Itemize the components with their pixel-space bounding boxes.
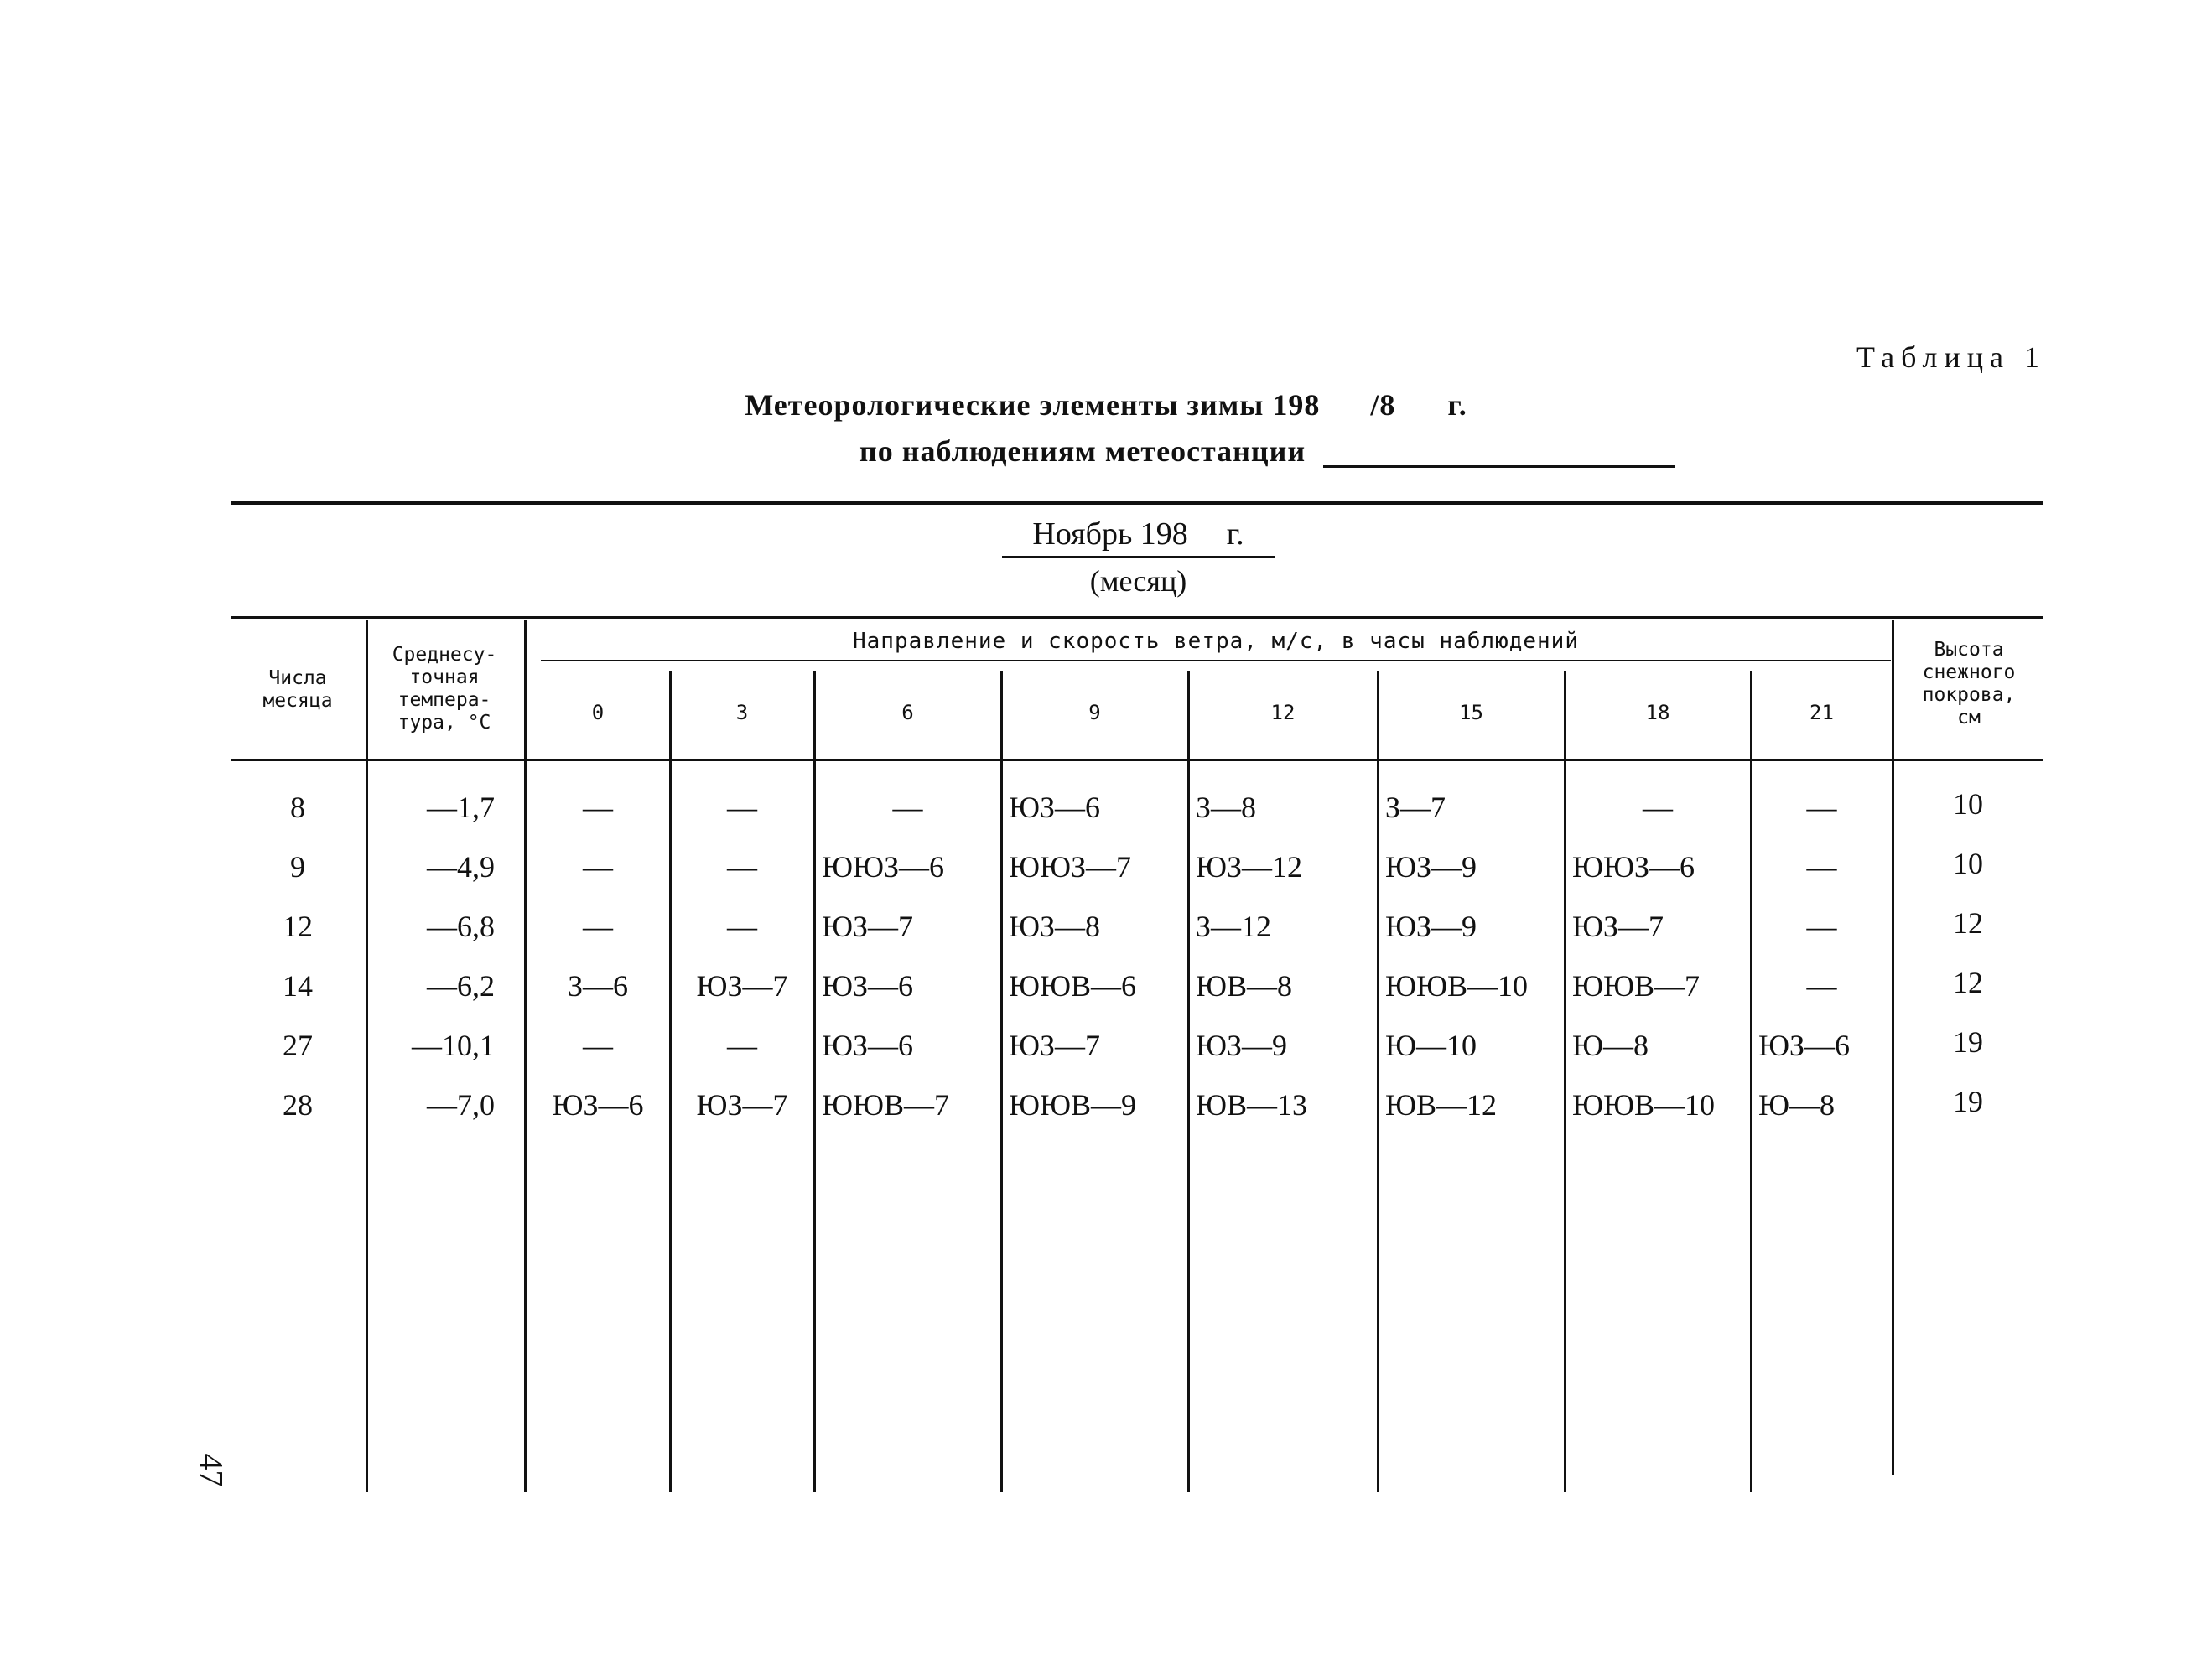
cell-wind: ЮЮЗ—7 — [1009, 850, 1132, 884]
header-top-rule — [231, 616, 2043, 619]
cell-wind: ЮЗ—6 — [1009, 791, 1101, 824]
cell-wind: Ю—8 — [1758, 1088, 1836, 1122]
header-day: Числа месяца — [262, 667, 333, 712]
cell-wind: ЮЗ—7 — [822, 910, 914, 943]
column-divider — [1187, 671, 1190, 1492]
cell-wind: ЮЮВ—7 — [1572, 969, 1701, 1003]
document-title — [0, 387, 2212, 423]
cell-day: 9 — [290, 850, 305, 884]
cell-wind: ЮЗ—6 — [1758, 1029, 1851, 1062]
cell-day: 12 — [283, 910, 313, 943]
cell-temperature: —6,8 — [427, 910, 495, 943]
cell-wind: ЮЗ—9 — [1385, 910, 1477, 943]
cell-wind: ЮЗ—12 — [1196, 850, 1303, 884]
cell-wind: ЮЗ—6 — [822, 1029, 914, 1062]
cell-day: 14 — [283, 969, 313, 1003]
cell-wind: З—12 — [1196, 910, 1272, 943]
header-hour-21: 21 — [1810, 701, 1834, 724]
cell-wind: — — [1806, 791, 1837, 824]
cell-wind: ЮЮЗ—6 — [822, 850, 945, 884]
header-hour-9: 9 — [1088, 701, 1101, 724]
cell-wind: ЮЗ—6 — [822, 969, 914, 1003]
cell-wind: З—8 — [1196, 791, 1257, 824]
column-divider — [524, 620, 527, 1492]
month-caption: (месяц) — [1089, 564, 1187, 598]
cell-wind: — — [892, 791, 923, 824]
title-end: г. — [1447, 388, 1467, 422]
cell-wind: ЮЮВ—6 — [1009, 969, 1137, 1003]
column-divider — [813, 671, 816, 1492]
header-wind: Направление и скорость ветра, м/с, в часы наблюдений — [853, 629, 1579, 654]
cell-wind: ЮЗ—7 — [1572, 910, 1664, 943]
header-hour-12: 12 — [1270, 701, 1296, 724]
cell-wind: — — [583, 910, 613, 943]
cell-wind: Ю—10 — [1385, 1029, 1477, 1062]
cell-wind: ЮЗ—8 — [1009, 910, 1101, 943]
cell-snow: 19 — [1953, 1085, 1983, 1118]
wind-header-rule — [541, 660, 1891, 661]
header-hour-0: 0 — [591, 701, 605, 724]
document-subtitle: по наблюдениям метеостанции — [859, 434, 1306, 468]
cell-wind: — — [727, 910, 757, 943]
cell-wind: ЮВ—13 — [1196, 1088, 1308, 1122]
month-value: Ноябрь 198 — [1032, 516, 1188, 552]
header-hour-3: 3 — [735, 701, 749, 724]
cell-wind: ЮЮЗ—6 — [1572, 850, 1695, 884]
cell-wind: — — [1806, 910, 1837, 943]
cell-wind: ЮЗ—9 — [1385, 850, 1477, 884]
header-hour-15: 15 — [1459, 701, 1483, 724]
cell-wind: — — [1643, 791, 1673, 824]
cell-wind: ЮЮВ—7 — [822, 1088, 950, 1122]
month-year-suffix: г. — [1226, 516, 1244, 552]
cell-day: 8 — [290, 791, 305, 824]
cell-wind: ЮЗ—9 — [1196, 1029, 1288, 1062]
column-divider — [1750, 671, 1752, 1492]
header-hour-6: 6 — [901, 701, 914, 724]
cell-temperature: —1,7 — [427, 791, 495, 824]
cell-snow: 10 — [1953, 847, 1983, 880]
cell-wind: — — [583, 791, 613, 824]
table-label: Таблица 1 — [1856, 340, 2046, 374]
cell-wind: ЮЮВ—10 — [1572, 1088, 1716, 1122]
cell-wind: — — [583, 850, 613, 884]
header-temperature: Среднесу- точная темпера- тура, °С — [392, 644, 497, 734]
cell-day: 27 — [283, 1029, 313, 1062]
page-number: 47 — [192, 1453, 231, 1487]
cell-temperature: —10,1 — [412, 1029, 495, 1062]
cell-snow: 12 — [1953, 906, 1983, 940]
header-bottom-rule — [231, 759, 2043, 761]
cell-wind: ЮЗ—6 — [552, 1088, 644, 1122]
column-divider — [1377, 671, 1379, 1492]
column-divider — [1564, 671, 1566, 1492]
cell-day: 28 — [283, 1088, 313, 1122]
table-top-rule — [231, 501, 2043, 505]
cell-temperature: —6,2 — [427, 969, 495, 1003]
cell-wind: — — [727, 1029, 757, 1062]
cell-wind: Ю—8 — [1572, 1029, 1649, 1062]
cell-wind: ЮЮВ—9 — [1009, 1088, 1137, 1122]
cell-wind: ЮВ—8 — [1196, 969, 1293, 1003]
cell-wind: — — [727, 850, 757, 884]
cell-temperature: —7,0 — [427, 1088, 495, 1122]
column-divider — [1000, 671, 1003, 1492]
column-divider — [669, 671, 672, 1492]
column-divider — [366, 620, 368, 1492]
station-name-blank — [1323, 465, 1675, 468]
header-snow: Высота снежного покрова, см — [1922, 639, 2016, 729]
cell-wind: ЮЗ—7 — [1009, 1029, 1101, 1062]
cell-wind: — — [1806, 850, 1837, 884]
cell-wind: ЮВ—12 — [1385, 1088, 1498, 1122]
column-divider — [1892, 620, 1894, 1475]
cell-wind: — — [727, 791, 757, 824]
title-main: Метеорологические элементы зимы 198 — [745, 388, 1321, 422]
cell-snow: 19 — [1953, 1025, 1983, 1059]
cell-wind: — — [1806, 969, 1837, 1003]
cell-temperature: —4,9 — [427, 850, 495, 884]
cell-wind: З—7 — [1385, 791, 1446, 824]
cell-wind: ЮЗ—7 — [696, 969, 788, 1003]
cell-snow: 10 — [1953, 787, 1983, 821]
cell-wind: ЮЮВ—10 — [1385, 969, 1529, 1003]
month-field — [1002, 516, 1275, 558]
cell-wind: — — [583, 1029, 613, 1062]
cell-wind: ЮЗ—7 — [696, 1088, 788, 1122]
cell-snow: 12 — [1953, 966, 1983, 999]
title-middle: /8 — [1370, 388, 1396, 422]
cell-wind: З—6 — [567, 969, 629, 1003]
header-hour-18: 18 — [1645, 701, 1670, 724]
